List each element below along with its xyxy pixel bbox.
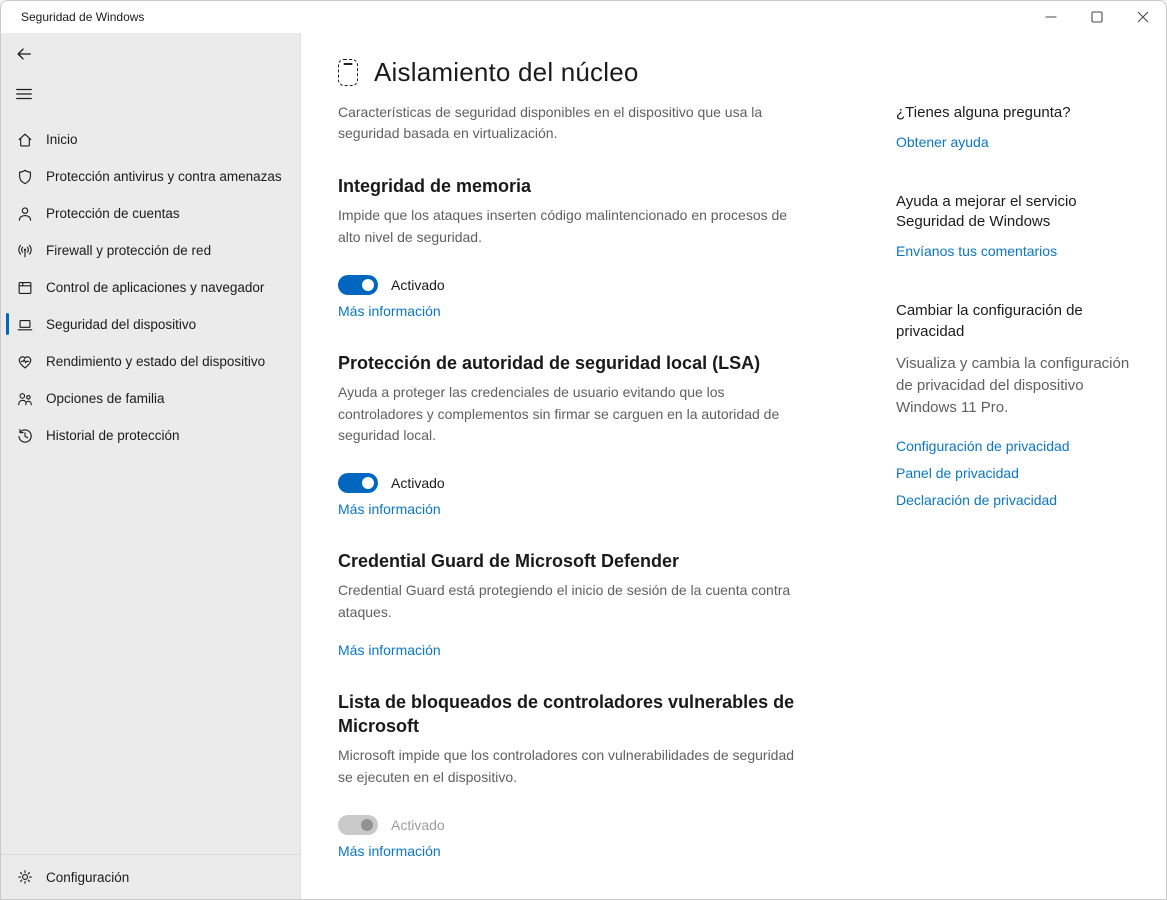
main-content xyxy=(301,33,1166,899)
close-button[interactable] xyxy=(1120,1,1166,33)
section-description: Impide que los ataques inserten código malintencionado en procesos de alto nivel de seguridad. xyxy=(338,207,788,245)
page-title: Aislamiento del núcleo xyxy=(374,57,639,87)
memory-integrity-toggle-row xyxy=(338,275,806,295)
page-description: Características de seguridad disponibles en el dispositivo que usa la seguridad basada en virtualización. xyxy=(338,104,763,141)
privacy-statement-link[interactable]: Declaración de privacidad xyxy=(896,491,1058,508)
back-button[interactable] xyxy=(7,39,41,69)
sidebar-item-rendimiento[interactable] xyxy=(1,343,301,380)
driver-blocklist-toggle-row xyxy=(338,815,806,835)
section-description: Microsoft impide que los controladores con vulnerabilidades de seguridad se ejecuten en el dispositivo. xyxy=(338,747,795,785)
section-credential-guard xyxy=(338,549,806,660)
back-arrow-icon xyxy=(15,45,33,63)
sidebar-item-label: Protección de cuentas xyxy=(46,206,180,221)
sidebar-item-inicio[interactable] xyxy=(1,121,301,158)
sidebar-item-label: Rendimiento y estado del dispositivo xyxy=(46,354,266,369)
section-title: Credential Guard de Microsoft Defender xyxy=(338,551,680,572)
get-help-link[interactable]: Obtener ayuda xyxy=(896,133,989,150)
close-icon xyxy=(1137,11,1149,23)
section-description: Ayuda a proteger las credenciales de usuario evitando que los controladores y complementos sin firmar se carguen en la autoridad de seguridad local. xyxy=(338,383,780,444)
window-title: Seguridad de Windows xyxy=(21,10,145,24)
help-group-feedback xyxy=(896,192,1140,259)
toggle-state-label: Activado xyxy=(391,276,445,293)
sidebar-item-antivirus[interactable] xyxy=(1,158,301,195)
section-title: Protección de autoridad de seguridad local (LSA) xyxy=(338,352,761,373)
sidebar-item-label: Configuración xyxy=(46,869,130,885)
gear-icon xyxy=(16,868,34,886)
sidebar-item-label: Firewall y protección de red xyxy=(46,243,212,258)
sidebar-item-label: Historial de protección xyxy=(46,428,180,443)
sidebar-item-label: Inicio xyxy=(46,132,78,147)
network-icon xyxy=(16,242,34,260)
help-group-title: ¿Tienes alguna pregunta? xyxy=(896,104,1071,121)
home-icon xyxy=(16,131,34,149)
sidebar xyxy=(1,33,301,899)
section-description: Credential Guard está protegiendo el inicio de sesión de la cuenta contra ataques. xyxy=(338,582,791,621)
section-title: Integridad de memoria xyxy=(338,176,532,196)
help-group-question xyxy=(896,103,1140,150)
heart-pulse-icon xyxy=(16,353,34,371)
toggle-knob xyxy=(361,819,373,831)
maximize-button[interactable] xyxy=(1074,1,1120,33)
section-lsa-protection xyxy=(338,351,806,519)
sidebar-spacer xyxy=(1,454,301,854)
sidebar-item-firewall[interactable] xyxy=(1,232,301,269)
sidebar-item-control-apps[interactable] xyxy=(1,269,301,306)
toggle-knob xyxy=(362,477,374,489)
app-window-icon xyxy=(16,279,34,297)
help-group-title: Cambiar la configuración de privacidad xyxy=(896,302,1083,340)
sidebar-item-familia[interactable] xyxy=(1,380,301,417)
sidebar-item-seguridad-dispositivo[interactable] xyxy=(1,306,301,343)
toggle-state-label: Activado xyxy=(391,475,445,492)
more-info-link[interactable]: Más información xyxy=(338,302,441,319)
maximize-icon xyxy=(1091,11,1103,23)
privacy-dashboard-link[interactable]: Panel de privacidad xyxy=(896,464,1019,481)
core-isolation-content xyxy=(338,57,806,861)
section-driver-blocklist xyxy=(338,690,806,861)
laptop-icon xyxy=(16,316,34,334)
section-memory-integrity xyxy=(338,174,806,321)
menu-button[interactable] xyxy=(7,79,41,109)
sidebar-item-cuentas[interactable] xyxy=(1,195,301,232)
more-info-link[interactable]: Más información xyxy=(338,842,441,859)
toggle-knob xyxy=(362,279,374,291)
memory-integrity-toggle[interactable] xyxy=(338,275,378,295)
sidebar-item-configuracion[interactable] xyxy=(1,855,301,899)
privacy-links xyxy=(896,433,1140,514)
minimize-icon xyxy=(1045,11,1057,23)
lsa-toggle[interactable] xyxy=(338,473,378,493)
page-header xyxy=(338,57,806,88)
person-icon xyxy=(16,205,34,223)
more-info-link[interactable]: Más información xyxy=(338,501,441,518)
section-title: Lista de bloqueados de controladores vulnerables de Microsoft xyxy=(338,691,795,736)
hamburger-icon xyxy=(15,85,33,103)
window-controls xyxy=(1028,1,1166,33)
privacy-settings-link[interactable]: Configuración de privacidad xyxy=(896,437,1070,454)
family-icon xyxy=(16,390,34,408)
lsa-toggle-row xyxy=(338,473,806,493)
sidebar-item-label: Opciones de familia xyxy=(46,391,165,406)
help-panel xyxy=(896,57,1140,556)
toggle-state-label: Activado xyxy=(391,816,445,833)
send-feedback-link[interactable]: Envíanos tus comentarios xyxy=(896,243,1058,260)
more-info-link[interactable]: Más información xyxy=(338,641,441,658)
sidebar-item-label: Seguridad del dispositivo xyxy=(46,317,197,332)
history-icon xyxy=(16,427,34,445)
core-isolation-icon xyxy=(338,59,358,86)
help-group-title: Ayuda a mejorar el servicio Seguridad de Windows xyxy=(896,192,1077,231)
help-group-privacy xyxy=(896,301,1140,514)
minimize-button[interactable] xyxy=(1028,1,1074,33)
sidebar-item-label: Control de aplicaciones y navegador xyxy=(46,280,265,295)
sidebar-item-historial[interactable] xyxy=(1,417,301,454)
title-bar xyxy=(1,1,1166,33)
shield-icon xyxy=(16,168,34,186)
sidebar-item-label: Protección antivirus y contra amenazas xyxy=(46,169,282,184)
sidebar-nav xyxy=(1,121,301,454)
driver-blocklist-toggle xyxy=(338,815,378,835)
help-group-body: Visualiza y cambia la configuración de privacidad del dispositivo Windows 11 Pro. xyxy=(896,355,1130,416)
